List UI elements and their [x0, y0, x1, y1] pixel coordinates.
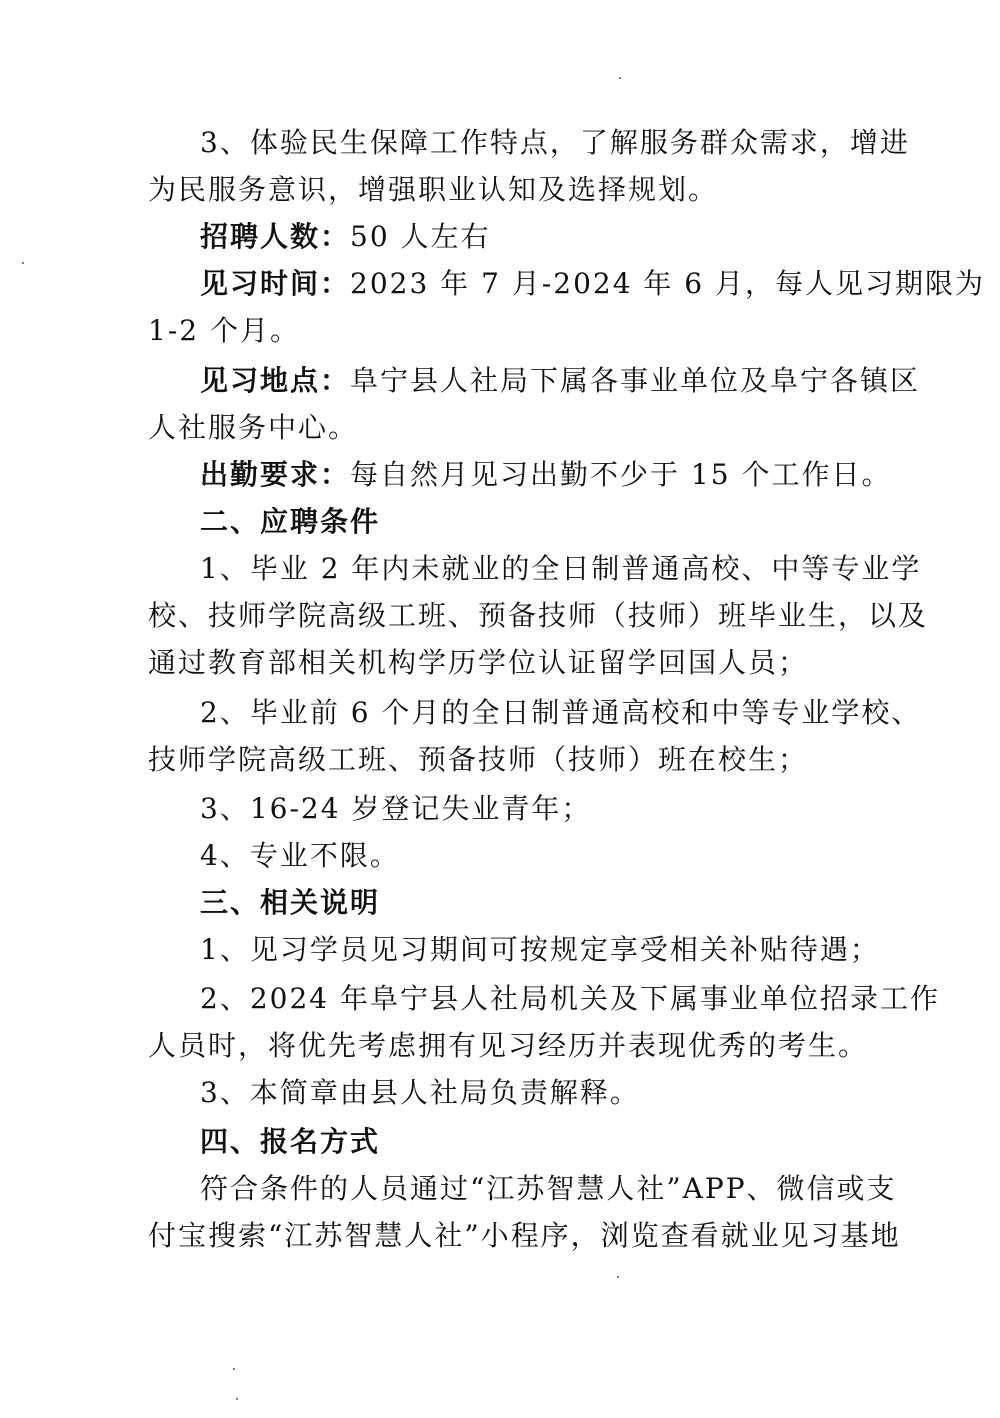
intro-item3-line1: 3、体验民生保障工作特点，了解服务群众需求，增进	[200, 126, 910, 159]
attendance-line	[200, 453, 912, 497]
section2-item3: 3、16-24 岁登记失业青年；	[200, 792, 592, 825]
internship-time-value: 2023 年 7 月-2024 年 6 月，每人见习期限为	[350, 267, 986, 300]
internship-time-line2: 1-2 个月。	[148, 314, 300, 347]
scan-speck	[619, 77, 621, 79]
recruit-count-label: 招聘人数：	[200, 220, 351, 253]
section2-item1-line1: 1、毕业 2 年内未就业的全日制普通高校、中等专业学	[200, 552, 922, 585]
section3-item2-line1: 2、2024 年阜宁县人社局机关及下属事业单位招录工作	[200, 982, 940, 1015]
recruit-count-value: 50 人左右	[350, 220, 491, 253]
internship-time-line1	[200, 262, 986, 306]
section2-item1-line2: 校、技师学院高级工班、预备技师（技师）班毕业生，以及	[148, 599, 929, 632]
internship-place-line2: 人社服务中心。	[148, 411, 359, 444]
internship-place-value: 阜宁县人社局下属各事业单位及阜宁各镇区	[350, 364, 921, 397]
section2-item4: 4、专业不限。	[200, 839, 400, 872]
internship-time-label: 见习时间：	[200, 267, 351, 300]
section3-item3: 3、本简章由县人社局负责解释。	[200, 1076, 640, 1109]
section3-item1: 1、见习学员见习期间可按规定享受相关补贴待遇；	[200, 933, 880, 966]
scan-speck	[233, 1368, 235, 1370]
internship-place-label: 见习地点：	[200, 364, 351, 397]
attendance-value: 每自然月见习出勤不少于 15 个工作日。	[350, 458, 892, 491]
scan-speck	[617, 1276, 619, 1278]
scan-speck	[236, 1398, 238, 1400]
section3-heading: 三、相关说明	[200, 886, 381, 919]
attendance-label: 出勤要求：	[200, 458, 351, 491]
section2-item2-line1: 2、毕业前 6 个月的全日制普通高校和中等专业学校、	[200, 696, 922, 729]
section2-item2-line2: 技师学院高级工班、预备技师（技师）班在校生；	[148, 743, 809, 776]
section4-para-line2: 付宝搜索“江苏智慧人社”小程序，浏览查看就业见习基地	[148, 1219, 901, 1252]
section4-para-line1: 符合条件的人员通过“江苏智慧人社”APP、微信或支	[200, 1172, 897, 1205]
section4-heading: 四、报名方式	[200, 1125, 381, 1158]
recruit-count-line	[200, 215, 912, 259]
section2-heading: 二、应聘条件	[200, 505, 381, 538]
scan-speck	[22, 262, 24, 264]
section2-item1-line3: 通过教育部相关机构学历学位认证留学回国人员；	[148, 646, 809, 679]
internship-place-line1	[200, 359, 921, 403]
intro-item3-line2: 为民服务意识，增强职业认知及选择规划。	[148, 173, 719, 206]
section3-item2-line2: 人员时，将优先考虑拥有见习经历并表现优秀的考生。	[148, 1029, 869, 1062]
